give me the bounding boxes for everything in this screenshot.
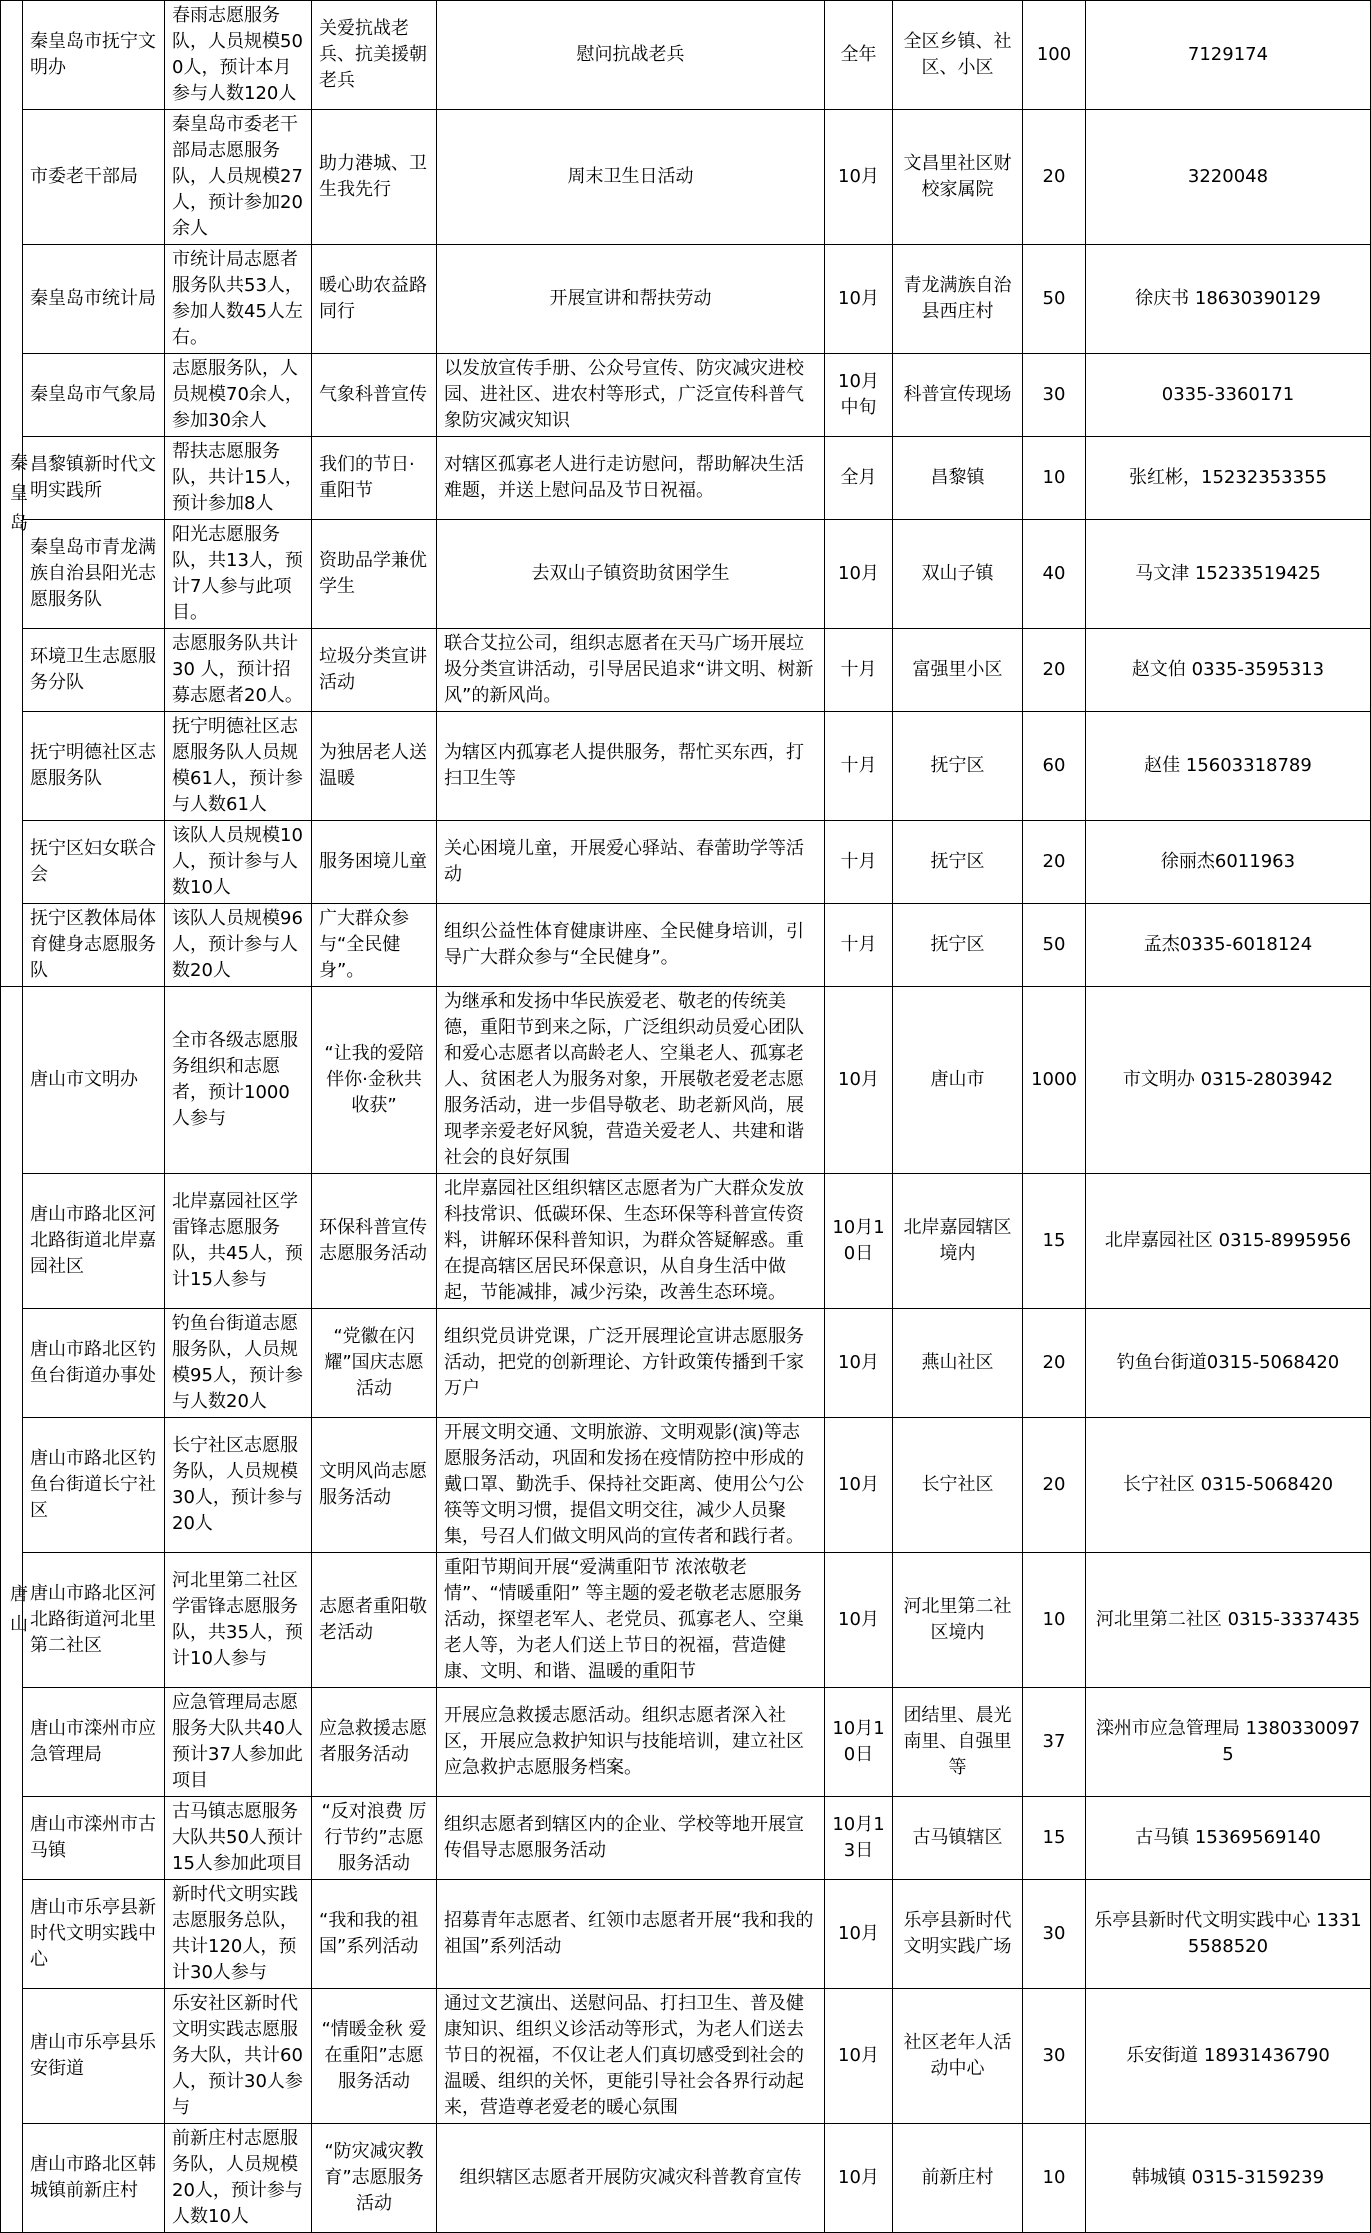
table-row	[1, 1418, 1371, 1553]
count-cell: 20	[1023, 110, 1086, 245]
time-cell: 10月13日	[825, 1797, 893, 1880]
org-cell: 唐山市乐亭县新时代文明实践中心	[23, 1880, 165, 1989]
content-cell: 关心困境儿童，开展爱心驿站、春蕾助学等活动	[437, 821, 825, 904]
team-cell: 新时代文明实践志愿服务总队，共计120人，预计30人参与	[165, 1880, 312, 1989]
project-cell: “让我的爱陪伴你·金秋共收获”	[312, 987, 437, 1174]
time-cell: 十月	[825, 629, 893, 712]
org-cell: 唐山市滦州市古马镇	[23, 1797, 165, 1880]
team-cell: 前新庄村志愿服务队，人员规模20人，预计参与人数10人	[165, 2124, 312, 2233]
team-cell: 北岸嘉园社区学雷锋志愿服务队，共45人，预计15人参与	[165, 1174, 312, 1309]
count-cell: 30	[1023, 354, 1086, 437]
time-cell: 10月中旬	[825, 354, 893, 437]
content-cell: 慰问抗战老兵	[437, 1, 825, 110]
table-row	[1, 1174, 1371, 1309]
project-cell: “情暖金秋 爱在重阳”志愿服务活动	[312, 1989, 437, 2124]
count-cell: 1000	[1023, 987, 1086, 1174]
time-cell: 十月	[825, 821, 893, 904]
time-cell: 全月	[825, 437, 893, 520]
location-cell: 双山子镇	[893, 520, 1023, 629]
team-cell: 阳光志愿服务队，共13人，预计7人参与此项目。	[165, 520, 312, 629]
project-cell: 关爱抗战老兵、抗美援朝老兵	[312, 1, 437, 110]
location-cell: 社区老年人活动中心	[893, 1989, 1023, 2124]
time-cell: 10月	[825, 1418, 893, 1553]
time-cell: 10月	[825, 1880, 893, 1989]
count-cell: 60	[1023, 712, 1086, 821]
table-row	[1, 1688, 1371, 1797]
table-row	[1, 1989, 1371, 2124]
team-cell: 该队人员规模10人，预计参与人数10人	[165, 821, 312, 904]
time-cell: 10月10日	[825, 1688, 893, 1797]
count-cell: 40	[1023, 520, 1086, 629]
project-cell: 垃圾分类宣讲活动	[312, 629, 437, 712]
org-cell: 唐山市路北区韩城镇前新庄村	[23, 2124, 165, 2233]
content-cell: 为继承和发扬中华民族爱老、敬老的传统美德，重阳节到来之际，广泛组织动员爱心团队和爱心志愿者以高龄老人、空巢老人、孤寡老人、贫困老人为服务对象，开展敬老爱老志愿服务活动，进一步倡导敬老、助老新风尚，展现孝亲爱老好风貌，营造关爱老人、共建和谐社会的良好氛围	[437, 987, 825, 1174]
project-cell: 助力港城、卫生我先行	[312, 110, 437, 245]
project-cell: 志愿者重阳敬老活动	[312, 1553, 437, 1688]
table-row	[1, 520, 1371, 629]
org-cell: 唐山市路北区河北路街道河北里第二社区	[23, 1553, 165, 1688]
count-cell: 10	[1023, 1553, 1086, 1688]
table-row	[1, 1797, 1371, 1880]
location-cell: 团结里、晨光南里、自强里等	[893, 1688, 1023, 1797]
contact-cell: 钓鱼台街道0315-5068420	[1086, 1309, 1371, 1418]
count-cell: 50	[1023, 904, 1086, 987]
team-cell: 河北里第二社区学雷锋志愿服务队，共35人，预计10人参与	[165, 1553, 312, 1688]
time-cell: 10月	[825, 110, 893, 245]
table-row	[1, 821, 1371, 904]
content-cell: 对辖区孤寡老人进行走访慰问，帮助解决生活难题，并送上慰问品及节日祝福。	[437, 437, 825, 520]
table-row	[1, 354, 1371, 437]
count-cell: 20	[1023, 1309, 1086, 1418]
count-cell: 30	[1023, 1989, 1086, 2124]
region-label: 秦皇岛	[10, 452, 28, 534]
time-cell: 10月	[825, 1553, 893, 1688]
project-cell: 环保科普宣传志愿服务活动	[312, 1174, 437, 1309]
count-cell: 15	[1023, 1174, 1086, 1309]
count-cell: 50	[1023, 245, 1086, 354]
region-cell	[1, 1, 28, 987]
time-cell: 10月	[825, 2124, 893, 2233]
team-cell: 市统计局志愿者服务队共53人，参加人数45人左右。	[165, 245, 312, 354]
contact-cell: 赵文伯 0335-3595313	[1086, 629, 1371, 712]
contact-cell: 马文津 15233519425	[1086, 520, 1371, 629]
project-cell: “我和我的祖国”系列活动	[312, 1880, 437, 1989]
project-cell: “党徽在闪耀”国庆志愿活动	[312, 1309, 437, 1418]
content-cell: 开展应急救援志愿活动。组织志愿者深入社区，开展应急救护知识与技能培训，建立社区应急救护志愿服务档案。	[437, 1688, 825, 1797]
contact-cell: 乐安街道 18931436790	[1086, 1989, 1371, 2124]
team-cell: 帮扶志愿服务队，共计15人，预计参加8人	[165, 437, 312, 520]
location-cell: 乐亭县新时代文明实践广场	[893, 1880, 1023, 1989]
content-cell: 联合艾拉公司，组织志愿者在天马广场开展垃圾分类宣讲活动，引导居民追求“讲文明、树新风”的新风尚。	[437, 629, 825, 712]
content-cell: 重阳节期间开展“爱满重阳节 浓浓敬老情”、“情暖重阳” 等主题的爱老敬老志愿服务活动，探望老军人、老党员、孤寡老人、空巢老人等，为老人们送上节日的祝福，营造健康、文明、和谐、温暖的重阳节	[437, 1553, 825, 1688]
location-cell: 长宁社区	[893, 1418, 1023, 1553]
team-cell: 乐安社区新时代文明实践志愿服务大队，共计60人，预计30人参与	[165, 1989, 312, 2124]
content-cell: 通过文艺演出、送慰问品、打扫卫生、普及健康知识、组织义诊活动等形式，为老人们送去节日的祝福，不仅让老人们真切感受到社会的温暖、组织的关怀，更能引导社会各界行动起来，营造尊老爱老的暖心氛围	[437, 1989, 825, 2124]
project-cell: “防灾减灾教育”志愿服务活动	[312, 2124, 437, 2233]
project-cell: 暖心助农益路同行	[312, 245, 437, 354]
org-cell: 唐山市路北区河北路街道北岸嘉园社区	[23, 1174, 165, 1309]
location-cell: 河北里第二社区境内	[893, 1553, 1023, 1688]
contact-cell: 7129174	[1086, 1, 1371, 110]
org-cell: 抚宁区教体局体育健身志愿服务队	[23, 904, 165, 987]
org-cell: 抚宁区妇女联合会	[23, 821, 165, 904]
contact-cell: 乐亭县新时代文明实践中心 13315588520	[1086, 1880, 1371, 1989]
count-cell: 100	[1023, 1, 1086, 110]
contact-cell: 3220048	[1086, 110, 1371, 245]
table-row	[1, 1309, 1371, 1418]
table-row	[1, 1553, 1371, 1688]
team-cell: 秦皇岛市委老干部局志愿服务队，人员规模27人，预计参加20余人	[165, 110, 312, 245]
content-cell: 开展文明交通、文明旅游、文明观影(演)等志愿服务活动，巩固和发扬在疫情防控中形成的戴口罩、勤洗手、保持社交距离、使用公勺公筷等文明习惯，提倡文明交往，减少人员聚集，号召人们做文明风尚的宣传者和践行者。	[437, 1418, 825, 1553]
location-cell: 抚宁区	[893, 904, 1023, 987]
project-cell: 我们的节日·重阳节	[312, 437, 437, 520]
org-cell: 秦皇岛市气象局	[23, 354, 165, 437]
contact-cell: 市文明办 0315-2803942	[1086, 987, 1371, 1174]
table-row	[1, 1880, 1371, 1989]
org-cell: 环境卫生志愿服务分队	[23, 629, 165, 712]
time-cell: 十月	[825, 712, 893, 821]
contact-cell: 徐庆书 18630390129	[1086, 245, 1371, 354]
count-cell: 15	[1023, 1797, 1086, 1880]
team-cell: 古马镇志愿服务大队共50人预计15人参加此项目	[165, 1797, 312, 1880]
team-cell: 应急管理局志愿服务大队共40人预计37人参加此项目	[165, 1688, 312, 1797]
team-cell: 钓鱼台街道志愿服务队，人员规模95人，预计参与人数20人	[165, 1309, 312, 1418]
time-cell: 10月	[825, 245, 893, 354]
org-cell: 唐山市路北区钓鱼台街道办事处	[23, 1309, 165, 1418]
project-cell: “反对浪费 厉行节约”志愿服务活动	[312, 1797, 437, 1880]
contact-cell: 0335-3360171	[1086, 354, 1371, 437]
location-cell: 青龙满族自治县西庄村	[893, 245, 1023, 354]
content-cell: 以发放宣传手册、公众号宣传、防灾减灾进校园、进社区、进农村等形式，广泛宣传科普气象防灾减灾知识	[437, 354, 825, 437]
project-cell: 广大群众参与“全民健身”。	[312, 904, 437, 987]
org-cell: 秦皇岛市统计局	[23, 245, 165, 354]
location-cell: 燕山社区	[893, 1309, 1023, 1418]
contact-cell: 孟杰0335-6018124	[1086, 904, 1371, 987]
team-cell: 抚宁明德社区志愿服务队人员规模61人，预计参与人数61人	[165, 712, 312, 821]
time-cell: 10月	[825, 987, 893, 1174]
project-cell: 气象科普宣传	[312, 354, 437, 437]
org-cell: 抚宁明德社区志愿服务队	[23, 712, 165, 821]
location-cell: 全区乡镇、社区、小区	[893, 1, 1023, 110]
region-cell	[1, 987, 28, 2233]
time-cell: 十月	[825, 904, 893, 987]
content-cell: 组织辖区志愿者开展防灾减灾科普教育宣传	[437, 2124, 825, 2233]
content-cell: 周末卫生日活动	[437, 110, 825, 245]
region-label: 唐山	[10, 1583, 28, 1635]
time-cell: 10月10日	[825, 1174, 893, 1309]
table-row	[1, 712, 1371, 821]
project-cell: 资助品学兼优学生	[312, 520, 437, 629]
contact-cell: 北岸嘉园社区 0315-8995956	[1086, 1174, 1371, 1309]
team-cell: 长宁社区志愿服务队，人员规模30人，预计参与20人	[165, 1418, 312, 1553]
count-cell: 37	[1023, 1688, 1086, 1797]
count-cell: 30	[1023, 1880, 1086, 1989]
content-cell: 组织志愿者到辖区内的企业、学校等地开展宣传倡导志愿服务活动	[437, 1797, 825, 1880]
team-cell: 春雨志愿服务队，人员规模500人，预计本月参与人数120人	[165, 1, 312, 110]
location-cell: 前新庄村	[893, 2124, 1023, 2233]
content-cell: 去双山子镇资助贫困学生	[437, 520, 825, 629]
org-cell: 唐山市路北区钓鱼台街道长宁社区	[23, 1418, 165, 1553]
table-row	[1, 245, 1371, 354]
table-row	[1, 437, 1371, 520]
team-cell: 志愿服务队共计30 人，预计招募志愿者20人。	[165, 629, 312, 712]
content-cell: 北岸嘉园社区组织辖区志愿者为广大群众发放科技常识、低碳环保、生态环保等科普宣传资料，讲解环保科普知识，为群众答疑解惑。重在提高辖区居民环保意识，从自身生活中做起，节能减排，减少污染，改善生态环境。	[437, 1174, 825, 1309]
contact-cell: 滦州市应急管理局 13803300975	[1086, 1688, 1371, 1797]
content-cell: 招募青年志愿者、红领巾志愿者开展“我和我的祖国”系列活动	[437, 1880, 825, 1989]
org-cell: 唐山市乐亭县乐安街道	[23, 1989, 165, 2124]
count-cell: 20	[1023, 1418, 1086, 1553]
org-cell: 唐山市滦州市应急管理局	[23, 1688, 165, 1797]
location-cell: 唐山市	[893, 987, 1023, 1174]
table-row	[1, 904, 1371, 987]
content-cell: 组织公益性体育健康讲座、全民健身培训，引导广大群众参与“全民健身”。	[437, 904, 825, 987]
contact-cell: 赵佳 15603318789	[1086, 712, 1371, 821]
content-cell: 开展宣讲和帮扶劳动	[437, 245, 825, 354]
table-row	[1, 987, 1371, 1174]
table-row	[1, 1, 1371, 110]
table-body	[1, 1, 1371, 2233]
count-cell: 20	[1023, 629, 1086, 712]
table-row	[1, 110, 1371, 245]
contact-cell: 古马镇 15369569140	[1086, 1797, 1371, 1880]
location-cell: 抚宁区	[893, 712, 1023, 821]
org-cell: 秦皇岛市抚宁文明办	[23, 1, 165, 110]
team-cell: 该队人员规模96人，预计参与人数20人	[165, 904, 312, 987]
location-cell: 富强里小区	[893, 629, 1023, 712]
location-cell: 古马镇辖区	[893, 1797, 1023, 1880]
project-cell: 为独居老人送温暖	[312, 712, 437, 821]
contact-cell: 河北里第二社区 0315-3337435	[1086, 1553, 1371, 1688]
location-cell: 文昌里社区财校家属院	[893, 110, 1023, 245]
table-row	[1, 2124, 1371, 2233]
time-cell: 10月	[825, 1989, 893, 2124]
contact-cell: 徐丽杰6011963	[1086, 821, 1371, 904]
project-cell: 应急救援志愿者服务活动	[312, 1688, 437, 1797]
team-cell: 全市各级志愿服务组织和志愿者，预计1000人参与	[165, 987, 312, 1174]
time-cell: 10月	[825, 520, 893, 629]
contact-cell: 张红彬，15232353355	[1086, 437, 1371, 520]
count-cell: 10	[1023, 437, 1086, 520]
org-cell: 昌黎镇新时代文明实践所	[23, 437, 165, 520]
org-cell: 市委老干部局	[23, 110, 165, 245]
time-cell: 全年	[825, 1, 893, 110]
team-cell: 志愿服务队，人员规模70余人，参加30余人	[165, 354, 312, 437]
table-row	[1, 629, 1371, 712]
project-cell: 服务困境儿童	[312, 821, 437, 904]
content-cell: 组织党员讲党课，广泛开展理论宣讲志愿服务活动，把党的创新理论、方针政策传播到千家万户	[437, 1309, 825, 1418]
org-cell: 秦皇岛市青龙满族自治县阳光志愿服务队	[23, 520, 165, 629]
contact-cell: 韩城镇 0315-3159239	[1086, 2124, 1371, 2233]
location-cell: 抚宁区	[893, 821, 1023, 904]
org-cell: 唐山市文明办	[23, 987, 165, 1174]
count-cell: 10	[1023, 2124, 1086, 2233]
count-cell: 20	[1023, 821, 1086, 904]
project-cell: 文明风尚志愿服务活动	[312, 1418, 437, 1553]
location-cell: 北岸嘉园辖区境内	[893, 1174, 1023, 1309]
location-cell: 科普宣传现场	[893, 354, 1023, 437]
location-cell: 昌黎镇	[893, 437, 1023, 520]
contact-cell: 长宁社区 0315-5068420	[1086, 1418, 1371, 1553]
content-cell: 为辖区内孤寡老人提供服务，帮忙买东西，打扫卫生等	[437, 712, 825, 821]
time-cell: 10月	[825, 1309, 893, 1418]
